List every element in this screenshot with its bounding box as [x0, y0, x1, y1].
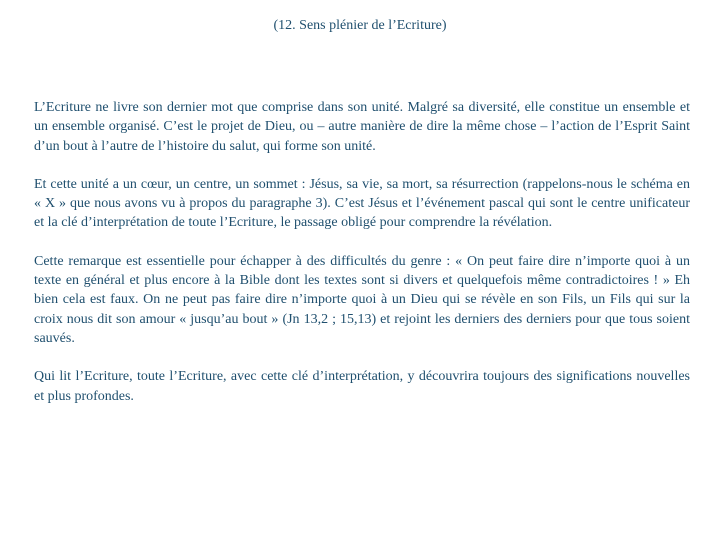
paragraph-4: Qui lit l’Ecriture, toute l’Ecriture, avec cette clé d’interprétation, y découvrira toujours des significations nouvelles et plus profondes. [34, 369, 690, 404]
paragraph-1: L’Ecriture ne livre son dernier mot que comprise dans son unité. Malgré sa diversité, elle constitue un ensemble et un ensemble organisé. C’est le projet de Dieu, ou – autre manière de dire la même chose – l’action de l’Esprit Saint d’un bout à l’autre de l’histoire du salut, qui forme son unité. [34, 100, 690, 154]
paragraph-3: Cette remarque est essentielle pour échapper à des difficultés du genre : « On peut faire dire n’importe quoi à un texte en général et plus encore à la Bible dont les textes sont si divers et quelquefois même contradictoires ! » Eh bien cela est faux. On ne peut pas faire dire n’importe quoi à un Dieu qui se révèle en son Fils, un Fils qui sur la croix nous dit son amour « jusqu’au bout » (Jn 13,2 ; 15,13) et rejoint les derniers des derniers pour que tous soient sauvés. [34, 253, 690, 346]
page-title: (12. Sens plénier de l’Ecriture) [273, 18, 447, 33]
paragraph-2: Et cette unité a un cœur, un centre, un sommet : Jésus, sa vie, sa mort, sa résurrection (rappelons-nous le schéma en « X » que nous avons vu à propos du paragraphe 3). C’est Jésus et l’événement pascal qui sont le centre unificateur et la clé d’interprétation de toute l’Ecriture, le passage obligé pour comprendre la révélation. [34, 176, 690, 231]
document-body [34, 98, 690, 425]
